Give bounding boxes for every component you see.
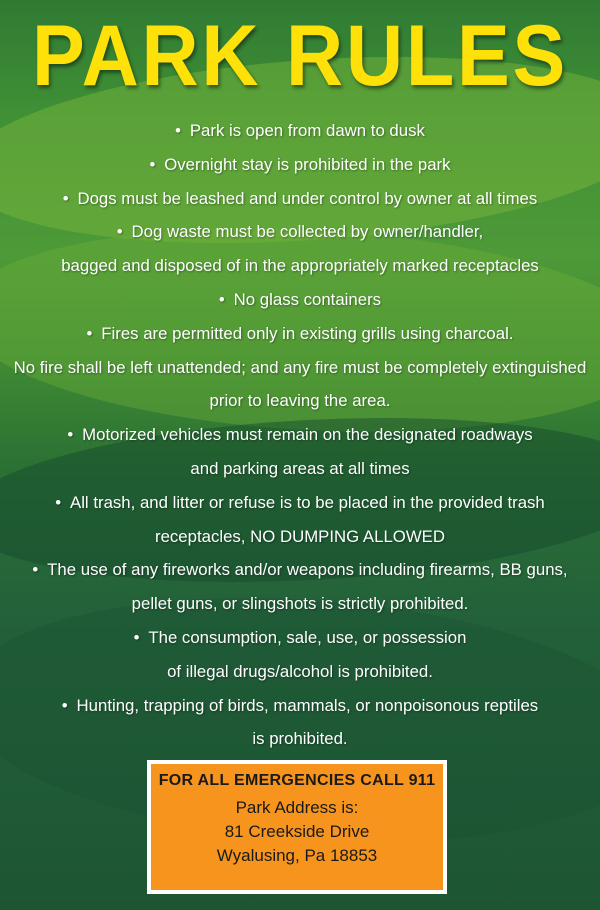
rule-text-continued: pellet guns, or slingshots is strictly prohibited.	[131, 594, 469, 614]
rule-item	[0, 689, 600, 757]
rules-list	[0, 114, 600, 756]
rule-text: • Dog waste must be collected by owner/handler,	[4, 215, 596, 249]
rule-item	[0, 486, 600, 554]
rule-text-continued: prior to leaving the area.	[209, 391, 391, 411]
rule-text-continued: of illegal drugs/alcohol is prohibited.	[167, 661, 433, 681]
rule-item	[0, 621, 600, 689]
rule-item	[0, 182, 600, 216]
sign-title: PARK RULES	[31, 8, 569, 104]
rule-text-continued: No fire shall be left unattended; and any fire must be completely extinguished	[13, 357, 587, 377]
rule-text: • Dogs must be leashed and under control by owner at all times	[4, 182, 596, 216]
rule-text: • Overnight stay is prohibited in the park	[4, 148, 596, 182]
rule-text-continued: bagged and disposed of in the appropriately marked receptacles	[61, 256, 539, 276]
rule-item	[0, 114, 600, 148]
rule-item	[0, 418, 600, 486]
rule-item	[0, 215, 600, 283]
rule-text: • The use of any fireworks and/or weapons including firearms, BB guns,	[4, 553, 596, 587]
emergency-heading: FOR ALL EMERGENCIES CALL 911	[158, 772, 436, 789]
address-street: 81 Creekside Drive	[224, 822, 370, 841]
rule-text: • The consumption, sale, use, or possession	[4, 621, 596, 655]
rule-item	[0, 283, 600, 317]
rule-text: • Park is open from dawn to dusk	[4, 114, 596, 148]
rule-text-continued: receptacles, NO DUMPING ALLOWED	[155, 526, 445, 546]
rule-text-continued: is prohibited.	[252, 729, 348, 749]
rule-text: • Hunting, trapping of birds, mammals, or nonpoisonous reptiles	[4, 689, 596, 723]
rule-text: • Fires are permitted only in existing grills using charcoal.	[4, 317, 596, 351]
rule-item	[0, 553, 600, 621]
rule-item	[0, 148, 600, 182]
rule-text: • No glass containers	[4, 283, 596, 317]
rule-text: • Motorized vehicles must remain on the designated roadways	[4, 418, 596, 452]
address-city-state-zip: Wyalusing, Pa 18853	[216, 846, 378, 865]
address-label: Park Address is:	[235, 798, 359, 817]
rule-text-continued: and parking areas at all times	[190, 458, 410, 478]
emergency-info-box	[147, 760, 447, 894]
rule-text: • All trash, and litter or refuse is to be placed in the provided trash	[4, 486, 596, 520]
rule-item	[0, 317, 600, 418]
